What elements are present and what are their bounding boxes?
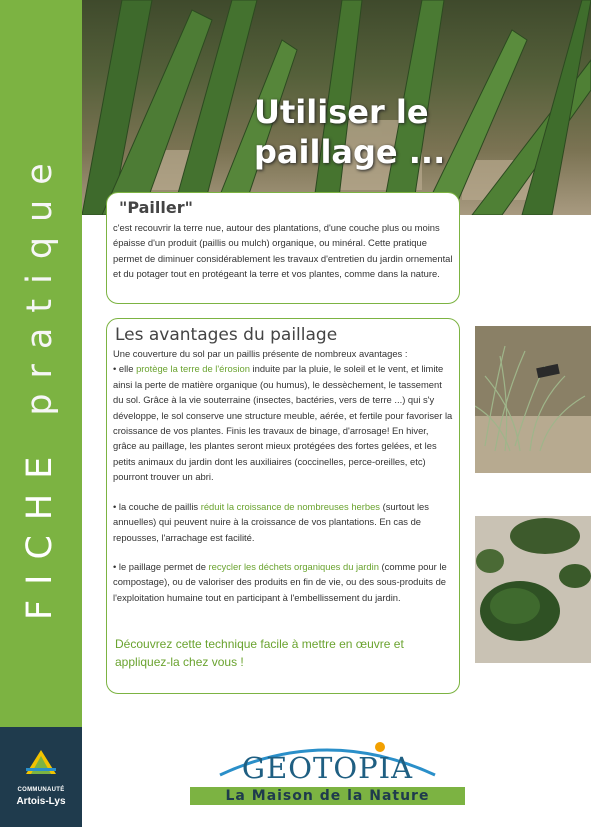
pailler-section [106,192,460,304]
call-to-action: Découvrez cette technique facile à mettre en œuvre et appliquez-la chez vous ! [115,637,404,669]
bullet1-pre: • elle [113,363,137,375]
pailler-heading: "Pailler" [119,198,193,217]
hero-photo [82,0,591,215]
pailler-text: c'est recouvrir la terre nue, autour des plantations, d'une couche plus ou moins épaisse d'un produit (paillis ou mulch) organique, ou minéral. Cette pratique permet de diminuer considérablement les travaux d'entretien du jardin ornemental et du potager tout en protégeant la terre et vos plantes, comme dans la nature. [113,222,453,280]
sidebar-title-word2: pratique [20,148,60,416]
bullet2-post: (surtout les annuelles) qui peuvent nuire à la croissance de vos plantations. En cas de repousses, l'arrachage est facilité. [113,501,429,543]
geotopia-logo [190,735,465,807]
page-title-line1: Utiliser le [254,93,429,131]
advantages-paragraph-2 [113,499,453,545]
sidebar-title-word1: FICHE [20,441,60,620]
sidebar-title [20,20,62,620]
page-title [254,92,514,172]
bullet2-pre: • la couche de paillis [113,501,201,512]
page-title-line2: paillage ... [254,133,446,171]
advantages-paragraph-1 [113,346,453,485]
bullet1-highlight: protège la terre de l'érosion [136,363,250,375]
bullet3-pre: • le paillage permet de [113,561,209,572]
advantages-section [106,318,460,694]
community-logo [0,727,82,827]
bullet3-highlight: recycler les déchets organiques du jardin [208,561,379,572]
grass-photo [475,326,591,473]
advantages-paragraph-3 [113,559,453,605]
brand-name: GEOTOPIA [241,751,414,785]
logo-line2: Artois-Lys [16,796,66,807]
bullet1-post: induite par la pluie, le soleil et le vent, et limite ainsi la perte de matière organique (ou humus), le dessèchement, le tassement du sol. Grâce à la vie souterraine (insectes, bactéries, vers de terre ...) qui s'y développe, le sol conserve une structure meuble, aérée, et fertile pour favoriser la croissance de vos plantes. Finis les travaux de binage, d'arrosage! En hiver, grâce au paillage, les plantes seront mieux protégées des fortes gelées, et les petits animaux du jardin dont les auxiliaires (coccinelles, perce-oreilles, etc) pourront trouver un abri. [113,363,453,483]
shrubs-photo [475,516,591,663]
bullet2-highlight: réduit la croissance de nombreuses herbes [200,501,380,512]
community-logo-icon [24,748,58,776]
advantages-heading: Les avantages du paillage [115,325,338,345]
brand-tagline: La Maison de la Nature [225,788,430,804]
advantages-intro: Une couverture du sol par un paillis présente de nombreux avantages : [113,348,408,359]
bullet3-post: (comme pour le compostage), ou de valoriser des produits en fin de vie, ou des sous-produits de l'exploitation humaine tout en participant à l'embellissement du jardin. [113,561,447,603]
logo-line1: COMMUNAUTÉ [17,787,65,793]
sidebar-band [0,0,82,727]
